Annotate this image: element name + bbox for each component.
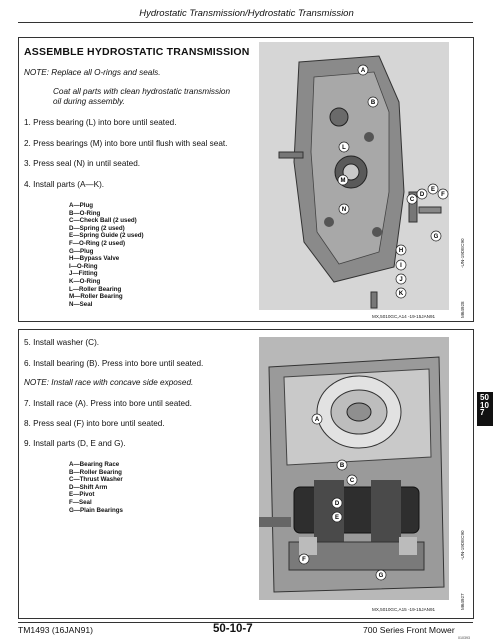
transmission-case-photo <box>259 337 449 600</box>
callout-label: I <box>400 263 402 269</box>
callout-label: G <box>433 234 439 240</box>
transmission-housing-photo <box>259 42 449 310</box>
callout-label: B <box>339 463 345 469</box>
step-4: 4. Install parts (A—K). <box>24 180 105 189</box>
note-coat-1: Coat all parts with clean hydrostatic transmission <box>53 87 231 96</box>
step-8: 8. Press seal (F) into bore until seated. <box>24 419 165 428</box>
photo-caption-2: MX,5010GC,A15 -19-15JAN91 <box>372 607 436 612</box>
callout-label: E <box>430 187 436 193</box>
legend-item: N—Seal <box>69 300 93 308</box>
legend-item: M—Roller Bearing <box>69 293 123 301</box>
legend-item: C—Check Ball (2 used) <box>69 217 137 225</box>
callout-label: K <box>398 291 404 297</box>
callout-label: C <box>349 478 355 484</box>
header-rule <box>18 22 473 23</box>
housing-illustration <box>259 42 449 310</box>
legend-item: D—Spring (2 used) <box>69 224 125 232</box>
callout-label: M <box>340 178 346 184</box>
legend-2 <box>69 461 123 514</box>
legend-item: A—Bearing Race <box>69 461 120 468</box>
legend-item: F—O-Ring (2 used) <box>69 239 126 247</box>
legend-item: H—Bypass Valve <box>69 255 120 263</box>
step-1: 1. Press bearing (L) into bore until seated. <box>24 118 177 127</box>
callout-label: N <box>341 207 347 213</box>
running-header: Hydrostatic Transmission/Hydrostatic Transmission <box>139 8 354 19</box>
legend-item: F—Seal <box>69 498 92 506</box>
callout-label: A <box>360 68 366 74</box>
callout-label: B <box>370 100 376 106</box>
callout-label: D <box>334 501 340 507</box>
tab-line-3: 7 <box>480 408 485 418</box>
legend-item: I—O-Ring <box>69 262 98 270</box>
legend-item: K—O-Ring <box>69 277 101 285</box>
legend-item: J—Fitting <box>69 270 98 278</box>
photo-code-1: M64928 <box>460 301 465 318</box>
callout-label: F <box>302 557 306 563</box>
legend-item: E—Pivot <box>69 491 95 499</box>
step-6: 6. Install bearing (B). Press into bore until seated. <box>24 359 204 368</box>
tab-line-2: 10 <box>480 400 489 410</box>
step-9: 9. Install parts (D, E and G). <box>24 439 126 448</box>
note-coat-2: oil during assembly. <box>53 97 125 106</box>
callout-label: H <box>398 248 404 254</box>
section-tab <box>477 392 493 426</box>
page-number: 50-10-7 <box>213 623 253 635</box>
section-install <box>18 329 474 619</box>
callout-label: C <box>409 197 415 203</box>
callout-label: F <box>441 192 445 198</box>
case-illustration <box>259 337 449 600</box>
callout-label: J <box>399 277 403 283</box>
callout-label: G <box>378 573 384 579</box>
tab-line-1: 50 <box>480 393 489 402</box>
footer-small-code: 010393 <box>458 636 470 640</box>
note-replace: NOTE: Replace all O-rings and seals. <box>24 68 161 77</box>
photo-side-code-2: -UN-19DEC90 <box>460 530 465 560</box>
callout-label: E <box>334 515 340 521</box>
callout-label: A <box>314 417 320 423</box>
step-2: 2. Press bearings (M) into bore until flush with seal seat. <box>24 139 228 148</box>
legend-item: A—Plug <box>69 202 94 209</box>
legend-item: B—Roller Bearing <box>69 468 122 476</box>
footer-tm-number: TM1493 (16JAN91) <box>18 625 93 635</box>
step-7: 7. Install race (A). Press into bore until seated. <box>24 399 192 408</box>
legend-item: G—Plug <box>69 247 94 255</box>
section-assemble <box>18 37 474 322</box>
legend-item: E—Spring Guide (2 used) <box>69 232 144 240</box>
step-5: 5. Install washer (C). <box>24 338 100 347</box>
section-title: ASSEMBLE HYDROSTATIC TRANSMISSION <box>24 46 250 58</box>
legend-item: B—O-Ring <box>69 209 101 217</box>
legend-1 <box>69 202 144 308</box>
photo-side-code-1: -UN-19DEC90 <box>460 238 465 268</box>
legend-item: D—Shift Arm <box>69 483 108 491</box>
footer-model: 700 Series Front Mower <box>363 625 455 635</box>
step-3: 3. Press seal (N) in until seated. <box>24 159 141 168</box>
callout-label: L <box>342 145 346 151</box>
legend-item: G—Plain Bearings <box>69 506 123 514</box>
legend-item: L—Roller Bearing <box>69 285 122 293</box>
photo-caption-1: MX,5010GC,A14 -19-15JAN91 <box>372 314 436 319</box>
callout-label: D <box>419 192 425 198</box>
note-race: NOTE: Install race with concave side exposed. <box>24 378 194 387</box>
legend-item: C—Thrust Washer <box>69 476 123 484</box>
photo-code-2: M64927 <box>460 593 465 610</box>
